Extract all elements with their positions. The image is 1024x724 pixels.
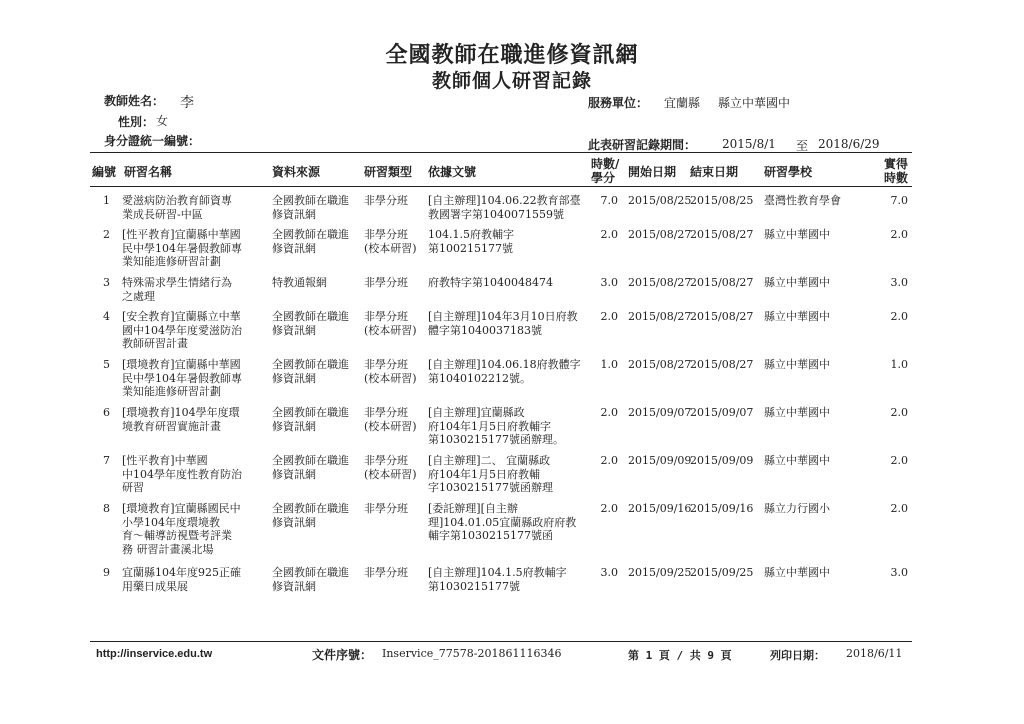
cell-name-line: [環境教育]宜蘭縣國民中 <box>122 502 241 515</box>
cell-name-line: 中104學年度性教育防治 <box>122 467 242 481</box>
cell-source-line: 修資訊網 <box>272 467 316 481</box>
cell-doc <box>428 310 588 337</box>
cell-earned: 2.0 <box>890 406 908 419</box>
cell-source-line: 修資訊網 <box>272 241 316 255</box>
cell-end: 2015/08/27 <box>690 276 754 289</box>
cell-doc-line: 教國署字第1040071559號 <box>428 207 564 221</box>
service-unit-county: 宜蘭縣 <box>664 96 701 110</box>
cell-doc <box>428 194 588 221</box>
cell-type-line: (校本研習) <box>364 419 417 433</box>
teacher-name-label: 教師姓名： <box>104 94 165 108</box>
cell-name-line: 境教育研習實施計畫 <box>122 419 221 433</box>
cell-doc-line: [自主辦理]104.1.5府教輔字 <box>428 566 567 579</box>
record-period-to: 至 <box>796 139 809 153</box>
cell-start: 2015/08/27 <box>628 310 692 323</box>
cell-type-line: 非學分班 <box>364 454 408 467</box>
col-header-doc: 依據文號 <box>428 165 477 179</box>
page-title: 全國教師在職進修資訊網 <box>385 42 639 68</box>
cell-name-line: 業知能進修研習計劃 <box>122 255 221 268</box>
cell-type <box>364 276 426 290</box>
cell-doc-line: [自主辦理]104年3月10日府教 <box>428 310 578 323</box>
cell-type-line: 非學分班 <box>364 276 408 289</box>
col-header-name: 研習名稱 <box>124 165 173 179</box>
header-bottom-rule <box>90 186 912 187</box>
cell-school: 縣立力行國小 <box>764 502 830 515</box>
cell-doc <box>428 454 588 495</box>
cell-doc <box>428 228 588 255</box>
cell-end: 2015/08/27 <box>690 358 754 371</box>
cell-name <box>122 228 262 269</box>
cell-no: 7 <box>103 454 110 467</box>
cell-type <box>364 566 426 580</box>
gender-label: 性別： <box>118 115 155 129</box>
record-period-end: 2018/6/29 <box>818 137 880 151</box>
col-header-type: 研習類型 <box>364 165 413 179</box>
col-header-earned-line2: 時數 <box>883 171 908 185</box>
cell-name-line: 業成長研習-中區 <box>122 207 203 221</box>
cell-name-line: [性平教育]宜蘭縣中華國 <box>122 228 241 241</box>
cell-earned: 2.0 <box>890 228 908 241</box>
cell-source <box>272 358 358 385</box>
cell-doc <box>428 566 588 593</box>
cell-school: 縣立中華國中 <box>764 310 830 323</box>
cell-source-line: 全國教師在職進 <box>272 228 349 241</box>
cell-no: 8 <box>103 502 110 515</box>
cell-name <box>122 358 262 399</box>
cell-name-line: 用藥日成果展 <box>122 579 188 593</box>
cell-end: 2015/08/27 <box>690 310 754 323</box>
cell-source-line: 特教通報網 <box>272 276 327 289</box>
cell-school: 縣立中華國中 <box>764 358 830 371</box>
cell-source-line: 全國教師在職進 <box>272 502 349 515</box>
col-header-earned-line1: 實得 <box>883 157 908 171</box>
cell-name <box>122 566 262 593</box>
cell-source-line: 全國教師在職進 <box>272 454 349 467</box>
cell-name-line: 民中學104年暑假教師專 <box>122 371 242 385</box>
cell-doc-line: 第1040102212號。 <box>428 371 531 385</box>
cell-source <box>272 502 358 529</box>
cell-source <box>272 194 358 221</box>
cell-source <box>272 228 358 255</box>
cell-end: 2015/09/25 <box>690 566 754 579</box>
cell-doc-line: [委託辦理][自主辦 <box>428 502 518 515</box>
cell-source-line: 修資訊網 <box>272 515 316 529</box>
cell-source-line: 全國教師在職進 <box>272 194 349 207</box>
cell-doc-line: 體字第1040037183號 <box>428 323 542 337</box>
cell-earned: 1.0 <box>890 358 908 371</box>
service-unit-school: 縣立中華國中 <box>718 96 791 110</box>
cell-school: 縣立中華國中 <box>764 454 830 467</box>
cell-source <box>272 276 358 290</box>
cell-type-line: 非學分班 <box>364 310 408 323</box>
cell-hours: 2.0 <box>600 454 618 467</box>
cell-school: 縣立中華國中 <box>764 276 830 289</box>
cell-doc <box>428 276 588 290</box>
record-period-label: 此表研習記錄期間： <box>588 138 697 152</box>
cell-earned: 2.0 <box>890 502 908 515</box>
cell-name <box>122 276 262 303</box>
cell-no: 4 <box>103 310 110 323</box>
cell-type-line: 非學分班 <box>364 194 408 207</box>
cell-doc-line: 府教特字第1040048474 <box>428 276 553 289</box>
col-header-hours-line2: 學分 <box>591 171 616 185</box>
cell-no: 1 <box>103 194 110 207</box>
cell-doc-line: 第1030215177號函辦理。 <box>428 433 564 446</box>
cell-start: 2015/08/25 <box>628 194 692 207</box>
cell-hours: 1.0 <box>600 358 618 371</box>
cell-start: 2015/09/16 <box>628 502 692 515</box>
cell-type <box>364 358 426 385</box>
cell-doc <box>428 406 588 447</box>
cell-start: 2015/08/27 <box>628 276 692 289</box>
cell-source-line: 修資訊網 <box>272 419 316 433</box>
page-subtitle: 教師個人研習記錄 <box>431 70 592 92</box>
cell-hours: 3.0 <box>600 276 618 289</box>
cell-hours: 3.0 <box>600 566 618 579</box>
header-top-rule <box>90 152 912 153</box>
service-unit-label: 服務單位： <box>588 96 649 110</box>
cell-earned: 3.0 <box>890 276 908 289</box>
cell-doc-line: 理]104.01.05宜蘭縣政府府教 <box>428 515 577 529</box>
record-period-start: 2015/8/1 <box>722 137 776 151</box>
cell-doc-line: 府104年1月5日府教輔字 <box>428 419 551 433</box>
cell-name-line: 教師研習計畫 <box>122 337 188 350</box>
cell-name-line: [安全教育]宜蘭縣立中華 <box>122 310 241 323</box>
doc-serial-label: 文件序號： <box>312 648 373 662</box>
cell-doc <box>428 358 588 385</box>
cell-source-line: 修資訊網 <box>272 579 316 593</box>
cell-earned: 7.0 <box>890 194 908 207</box>
cell-hours: 2.0 <box>600 406 618 419</box>
cell-name-line: [性平教育]中華國 <box>122 454 208 467</box>
cell-school: 臺灣性教育學會 <box>764 194 841 207</box>
cell-type <box>364 310 426 337</box>
cell-end: 2015/09/09 <box>690 454 754 467</box>
cell-doc-line: 府104年1月5日府教輔 <box>428 467 540 481</box>
cell-school: 縣立中華國中 <box>764 228 830 241</box>
cell-end: 2015/09/07 <box>690 406 754 419</box>
col-header-source: 資料來源 <box>272 165 321 179</box>
col-header-no: 編號 <box>92 165 117 179</box>
cell-source <box>272 566 358 593</box>
cell-source <box>272 406 358 433</box>
cell-source-line: 全國教師在職進 <box>272 358 349 371</box>
cell-type-line: 非學分班 <box>364 502 408 515</box>
cell-source <box>272 454 358 481</box>
cell-name-line: 育～輔導訪視暨考評業 <box>122 529 232 542</box>
cell-hours: 2.0 <box>600 310 618 323</box>
cell-doc-line: 104.1.5府教輔字 <box>428 228 514 241</box>
cell-type-line: (校本研習) <box>364 371 417 385</box>
cell-earned: 2.0 <box>890 454 908 467</box>
cell-end: 2015/08/25 <box>690 194 754 207</box>
cell-name-line: 業知能進修研習計劃 <box>122 385 221 398</box>
cell-name-line: 國中104學年度愛滋防治 <box>122 323 242 337</box>
cell-earned: 3.0 <box>890 566 908 579</box>
cell-type <box>364 228 426 255</box>
cell-doc-line: [自主辦理]104.06.18府教體字 <box>428 358 581 371</box>
cell-name <box>122 310 262 351</box>
cell-school: 縣立中華國中 <box>764 566 830 579</box>
cell-doc-line: [自主辦理]宜蘭縣政 <box>428 406 525 419</box>
footer-rule <box>90 641 912 642</box>
cell-source-line: 修資訊網 <box>272 323 316 337</box>
cell-type-line: 非學分班 <box>364 566 408 579</box>
cell-start: 2015/09/07 <box>628 406 692 419</box>
cell-end: 2015/08/27 <box>690 228 754 241</box>
cell-no: 3 <box>103 276 110 289</box>
cell-source-line: 全國教師在職進 <box>272 406 349 419</box>
cell-hours: 7.0 <box>600 194 618 207</box>
cell-name-line: 研習 <box>122 481 144 494</box>
cell-start: 2015/08/27 <box>628 358 692 371</box>
col-header-start: 開始日期 <box>628 165 677 179</box>
cell-type-line: 非學分班 <box>364 406 408 419</box>
col-header-school: 研習學校 <box>764 165 813 179</box>
cell-name-line: 愛滋病防治教育師資專 <box>122 194 232 207</box>
col-header-hours-line1: 時數/ <box>591 157 620 171</box>
cell-name-line: 民中學104年暑假教師專 <box>122 241 242 255</box>
cell-name <box>122 502 262 556</box>
cell-type <box>364 194 426 208</box>
cell-doc-line: 輔字第1030215177號函 <box>428 529 553 542</box>
cell-source-line: 修資訊網 <box>272 207 316 221</box>
id-number-label: 身分證統一編號： <box>104 134 201 148</box>
cell-doc <box>428 502 588 543</box>
gender-value: 女 <box>156 114 169 128</box>
cell-no: 2 <box>103 228 110 241</box>
col-header-end: 結束日期 <box>690 165 739 179</box>
cell-hours: 2.0 <box>600 502 618 515</box>
cell-name-line: 務 研習計畫溪北場 <box>122 542 214 556</box>
cell-doc-line: [自主辦理]104.06.22教育部臺 <box>428 194 581 207</box>
cell-source <box>272 310 358 337</box>
cell-type-line: (校本研習) <box>364 323 417 337</box>
cell-doc-line: 字1030215177號函辦理 <box>428 481 553 494</box>
cell-type-line: 非學分班 <box>364 228 408 241</box>
cell-school: 縣立中華國中 <box>764 406 830 419</box>
cell-type <box>364 502 426 516</box>
cell-no: 5 <box>103 358 110 371</box>
page-info: 第 1 頁 / 共 9 頁 <box>628 649 732 662</box>
cell-name <box>122 194 262 221</box>
cell-source-line: 全國教師在職進 <box>272 566 349 579</box>
col-header-hours <box>591 157 619 185</box>
cell-type <box>364 406 426 433</box>
print-date-label: 列印日期： <box>770 649 825 662</box>
cell-start: 2015/09/09 <box>628 454 692 467</box>
doc-serial-value: Inservice_77578-201861116346 <box>382 647 562 660</box>
cell-type-line: (校本研習) <box>364 467 417 481</box>
cell-type <box>364 454 426 481</box>
cell-start: 2015/09/25 <box>628 566 692 579</box>
cell-doc-line: [自主辦理]二、 宜蘭縣政 <box>428 454 551 467</box>
cell-earned: 2.0 <box>890 310 908 323</box>
print-date-value: 2018/6/11 <box>846 647 903 660</box>
cell-end: 2015/09/16 <box>690 502 754 515</box>
cell-type-line: 非學分班 <box>364 358 408 371</box>
cell-hours: 2.0 <box>600 228 618 241</box>
cell-source-line: 全國教師在職進 <box>272 310 349 323</box>
cell-name-line: 特殊需求學生情緒行為 <box>122 276 232 289</box>
cell-no: 9 <box>103 566 110 579</box>
cell-name-line: [環境教育]宜蘭縣中華國 <box>122 358 241 371</box>
cell-name-line: 之處理 <box>122 289 155 303</box>
cell-name <box>122 406 262 433</box>
site-url: http://inservice.edu.tw <box>96 648 213 660</box>
cell-name-line: 小學104年度環境教 <box>122 515 220 529</box>
col-header-earned <box>880 157 908 185</box>
cell-type-line: (校本研習) <box>364 241 417 255</box>
cell-start: 2015/08/27 <box>628 228 692 241</box>
cell-name-line: 宜蘭縣104年度925正確 <box>122 566 241 579</box>
cell-source-line: 修資訊網 <box>272 371 316 385</box>
cell-name <box>122 454 262 495</box>
cell-name-line: [環境教育]104學年度環 <box>122 406 240 419</box>
cell-doc-line: 第1030215177號 <box>428 579 520 593</box>
teacher-name-value: 李 <box>180 95 194 111</box>
cell-doc-line: 第100215177號 <box>428 241 513 255</box>
cell-no: 6 <box>103 406 110 419</box>
